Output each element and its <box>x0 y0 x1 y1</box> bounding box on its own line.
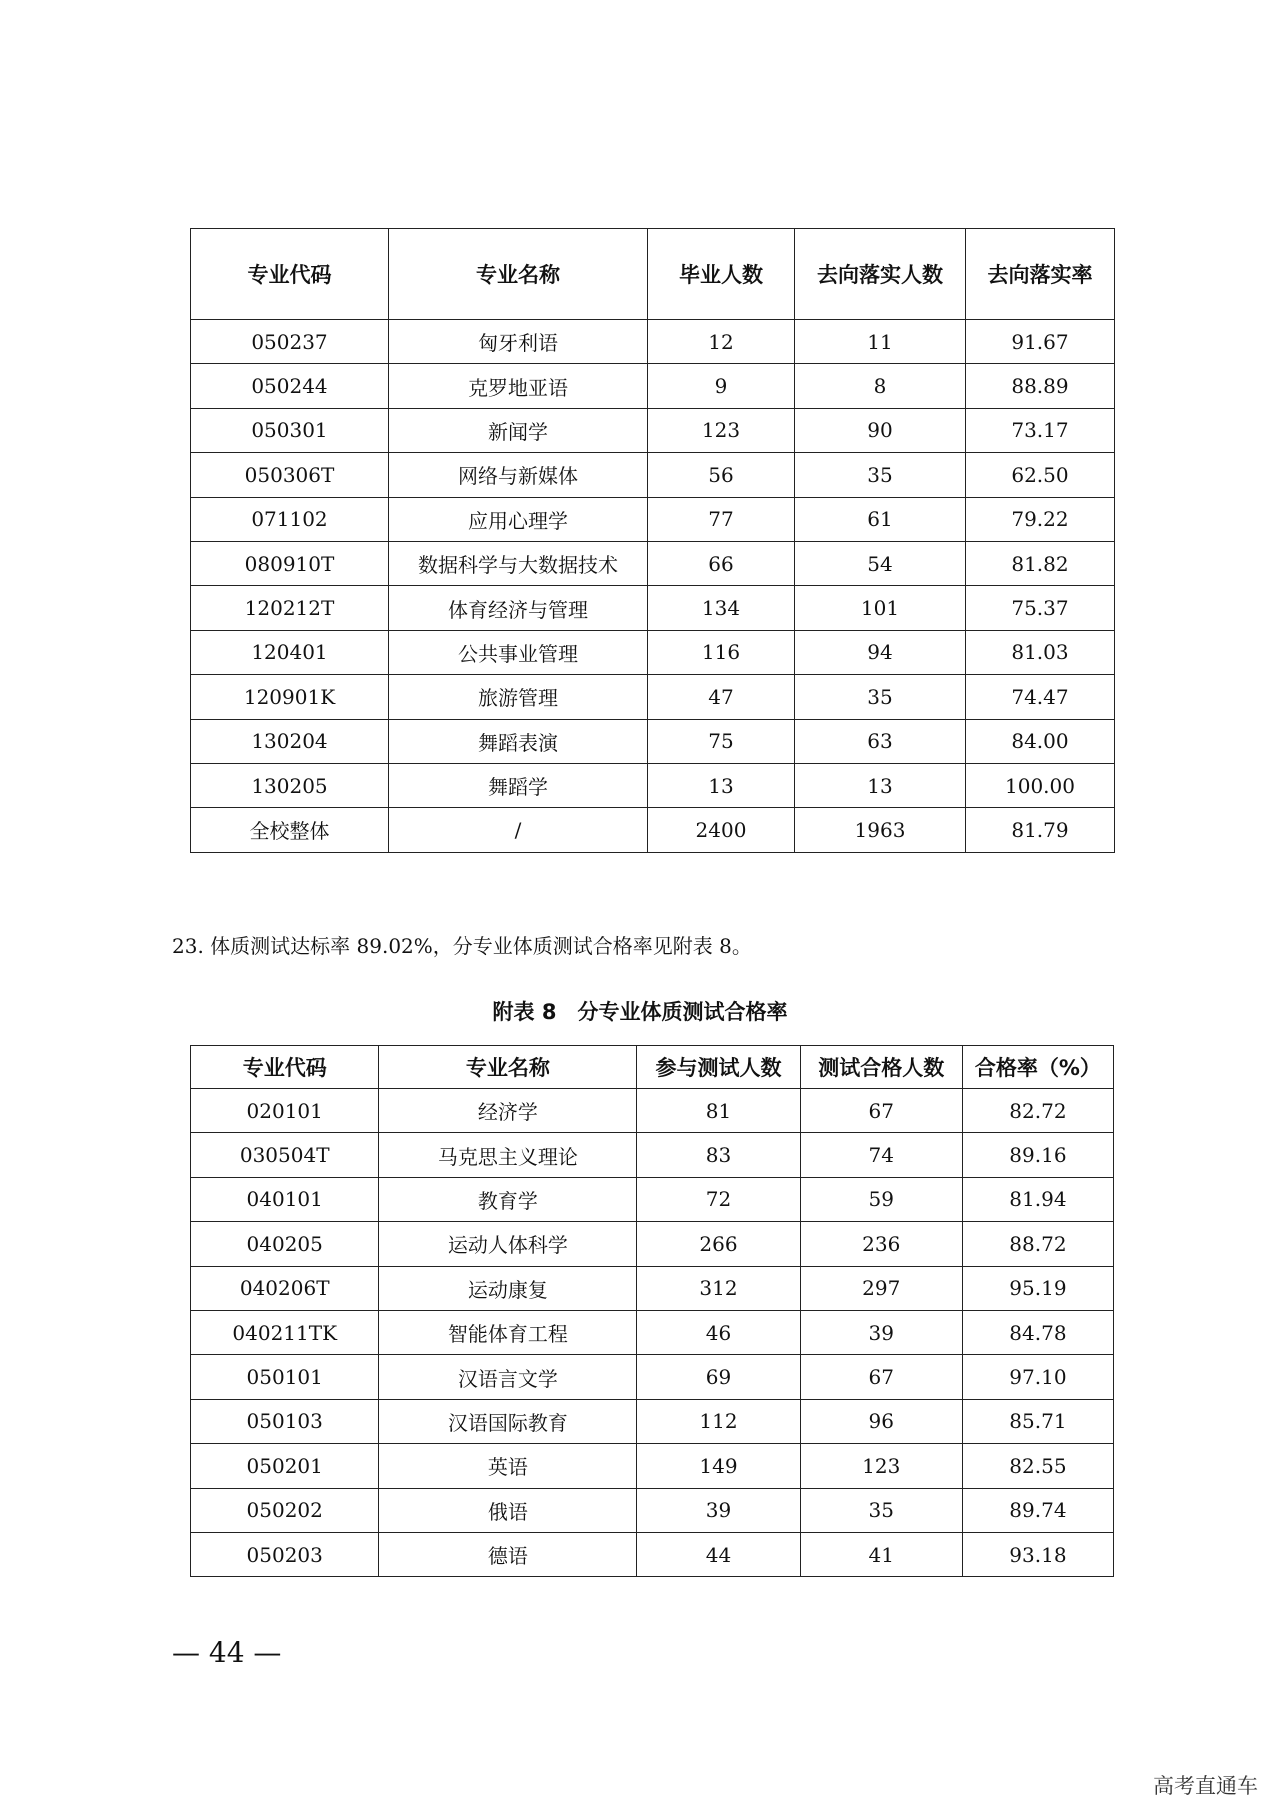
table-cell: 德语 <box>379 1532 637 1576</box>
table-cell: 73.17 <box>966 408 1115 452</box>
table-cell: 62.50 <box>966 453 1115 497</box>
column-header: 专业代码 <box>191 229 389 320</box>
table-cell: 74 <box>800 1133 962 1177</box>
table-cell: 79.22 <box>966 497 1115 541</box>
table-cell: 47 <box>648 675 795 719</box>
column-header: 专业名称 <box>379 1046 637 1089</box>
table-cell: 舞蹈学 <box>389 763 648 807</box>
table-cell: 81.03 <box>966 630 1115 674</box>
table-cell: 39 <box>637 1488 800 1532</box>
table-cell: 81.94 <box>962 1177 1113 1221</box>
table-cell: 35 <box>795 675 966 719</box>
table-cell: 智能体育工程 <box>379 1310 637 1354</box>
table-cell: 84.78 <box>962 1310 1113 1354</box>
table-cell: 61 <box>795 497 966 541</box>
table-cell: 35 <box>800 1488 962 1532</box>
table-row <box>191 364 1115 408</box>
table-cell: 050103 <box>191 1399 379 1443</box>
column-header: 合格率（%） <box>962 1046 1113 1089</box>
table-cell: 149 <box>637 1444 800 1488</box>
table-row <box>191 1532 1114 1576</box>
table-row <box>191 1089 1114 1133</box>
column-header: 毕业人数 <box>648 229 795 320</box>
table-cell: / <box>389 808 648 852</box>
table-cell: 97.10 <box>962 1355 1113 1399</box>
table-cell: 312 <box>637 1266 800 1310</box>
table-cell: 75 <box>648 719 795 763</box>
table-cell: 96 <box>800 1399 962 1443</box>
page-number: — 44 — <box>172 1636 282 1669</box>
table-cell: 旅游管理 <box>389 675 648 719</box>
table-row <box>191 1488 1114 1532</box>
table-row <box>191 453 1115 497</box>
table-caption: 附表 8 分专业体质测试合格率 <box>492 1000 788 1024</box>
table-cell: 54 <box>795 541 966 585</box>
table-cell: 130205 <box>191 763 389 807</box>
fitness-test-table <box>190 1045 1114 1577</box>
table-cell: 123 <box>800 1444 962 1488</box>
table-cell: 13 <box>648 763 795 807</box>
table-cell: 11 <box>795 320 966 364</box>
table-cell: 112 <box>637 1399 800 1443</box>
table-cell: 经济学 <box>379 1089 637 1133</box>
table-cell: 72 <box>637 1177 800 1221</box>
table-cell: 56 <box>648 453 795 497</box>
table-cell: 116 <box>648 630 795 674</box>
table-cell: 舞蹈表演 <box>389 719 648 763</box>
table-cell: 050306T <box>191 453 389 497</box>
table-cell: 040211TK <box>191 1310 379 1354</box>
table-cell: 74.47 <box>966 675 1115 719</box>
table-cell: 8 <box>795 364 966 408</box>
table-row <box>191 630 1115 674</box>
table-cell: 运动人体科学 <box>379 1222 637 1266</box>
table-cell: 89.16 <box>962 1133 1113 1177</box>
table-row <box>191 1399 1114 1443</box>
table-cell: 44 <box>637 1532 800 1576</box>
table-cell: 公共事业管理 <box>389 630 648 674</box>
table-cell: 120212T <box>191 586 389 630</box>
column-header: 专业代码 <box>191 1046 379 1089</box>
table-cell: 新闻学 <box>389 408 648 452</box>
table-cell: 82.72 <box>962 1089 1113 1133</box>
table-cell: 040206T <box>191 1266 379 1310</box>
table-cell: 120901K <box>191 675 389 719</box>
table-cell: 040101 <box>191 1177 379 1221</box>
table-cell: 88.89 <box>966 364 1115 408</box>
table-cell: 91.67 <box>966 320 1115 364</box>
table-cell: 297 <box>800 1266 962 1310</box>
table-cell: 130204 <box>191 719 389 763</box>
table-cell: 88.72 <box>962 1222 1113 1266</box>
table-cell: 46 <box>637 1310 800 1354</box>
table-cell: 050101 <box>191 1355 379 1399</box>
table-cell: 应用心理学 <box>389 497 648 541</box>
table-cell: 81.79 <box>966 808 1115 852</box>
table-row <box>191 541 1115 585</box>
table-cell: 克罗地亚语 <box>389 364 648 408</box>
table-row <box>191 1177 1114 1221</box>
table-cell: 90 <box>795 408 966 452</box>
table-cell: 马克思主义理论 <box>379 1133 637 1177</box>
table-cell: 81.82 <box>966 541 1115 585</box>
table-cell: 匈牙利语 <box>389 320 648 364</box>
table-cell: 41 <box>800 1532 962 1576</box>
table-cell: 94 <box>795 630 966 674</box>
table-row <box>191 497 1115 541</box>
column-header: 测试合格人数 <box>800 1046 962 1089</box>
table-row <box>191 808 1115 852</box>
table-cell: 69 <box>637 1355 800 1399</box>
graduation-destination-table <box>190 228 1115 853</box>
table-cell: 体育经济与管理 <box>389 586 648 630</box>
table-row <box>191 719 1115 763</box>
table-cell: 100.00 <box>966 763 1115 807</box>
paragraph-fitness-rate: 23. 体质测试达标率 89.02%，分专业体质测试合格率见附表 8。 <box>172 934 752 958</box>
table-cell: 35 <box>795 453 966 497</box>
table-cell: 75.37 <box>966 586 1115 630</box>
table-cell: 66 <box>648 541 795 585</box>
table-cell: 266 <box>637 1222 800 1266</box>
table-cell: 071102 <box>191 497 389 541</box>
table-row <box>191 1310 1114 1354</box>
table-cell: 050301 <box>191 408 389 452</box>
table-cell: 网络与新媒体 <box>389 453 648 497</box>
column-header: 去向落实率 <box>966 229 1115 320</box>
table-cell: 83 <box>637 1133 800 1177</box>
table-cell: 1963 <box>795 808 966 852</box>
table-row <box>191 675 1115 719</box>
column-header: 参与测试人数 <box>637 1046 800 1089</box>
table-cell: 030504T <box>191 1133 379 1177</box>
table-cell: 67 <box>800 1089 962 1133</box>
table-cell: 81 <box>637 1089 800 1133</box>
table-cell: 120401 <box>191 630 389 674</box>
table-cell: 9 <box>648 364 795 408</box>
table-cell: 84.00 <box>966 719 1115 763</box>
table-cell: 050244 <box>191 364 389 408</box>
table-cell: 95.19 <box>962 1266 1113 1310</box>
table-cell: 63 <box>795 719 966 763</box>
table-row <box>191 320 1115 364</box>
table-cell: 89.74 <box>962 1488 1113 1532</box>
table-cell: 123 <box>648 408 795 452</box>
table-cell: 67 <box>800 1355 962 1399</box>
column-header: 专业名称 <box>389 229 648 320</box>
table-cell: 236 <box>800 1222 962 1266</box>
table-cell: 39 <box>800 1310 962 1354</box>
table-cell: 2400 <box>648 808 795 852</box>
table-cell: 59 <box>800 1177 962 1221</box>
table-cell: 050202 <box>191 1488 379 1532</box>
table-cell: 85.71 <box>962 1399 1113 1443</box>
table-cell: 93.18 <box>962 1532 1113 1576</box>
table-cell: 020101 <box>191 1089 379 1133</box>
table-cell: 050203 <box>191 1532 379 1576</box>
table-row <box>191 1133 1114 1177</box>
table-cell: 134 <box>648 586 795 630</box>
table-header-row <box>191 229 1115 320</box>
table-cell: 英语 <box>379 1444 637 1488</box>
table-cell: 050201 <box>191 1444 379 1488</box>
table-cell: 77 <box>648 497 795 541</box>
table-row <box>191 1222 1114 1266</box>
table-cell: 12 <box>648 320 795 364</box>
table-row <box>191 1355 1114 1399</box>
table-cell: 050237 <box>191 320 389 364</box>
table-cell: 82.55 <box>962 1444 1113 1488</box>
table-cell: 数据科学与大数据技术 <box>389 541 648 585</box>
table-row <box>191 1444 1114 1488</box>
watermark: 高考直通车 <box>1153 1774 1258 1798</box>
table-cell: 运动康复 <box>379 1266 637 1310</box>
column-header: 去向落实人数 <box>795 229 966 320</box>
table-cell: 040205 <box>191 1222 379 1266</box>
table-cell: 13 <box>795 763 966 807</box>
table-cell: 汉语言文学 <box>379 1355 637 1399</box>
table-row <box>191 586 1115 630</box>
table-row <box>191 1266 1114 1310</box>
table-cell: 080910T <box>191 541 389 585</box>
table-row <box>191 763 1115 807</box>
table-header-row <box>191 1046 1114 1089</box>
table-cell: 俄语 <box>379 1488 637 1532</box>
table-cell: 教育学 <box>379 1177 637 1221</box>
table-row <box>191 408 1115 452</box>
table-cell: 101 <box>795 586 966 630</box>
table-cell: 全校整体 <box>191 808 389 852</box>
table-cell: 汉语国际教育 <box>379 1399 637 1443</box>
